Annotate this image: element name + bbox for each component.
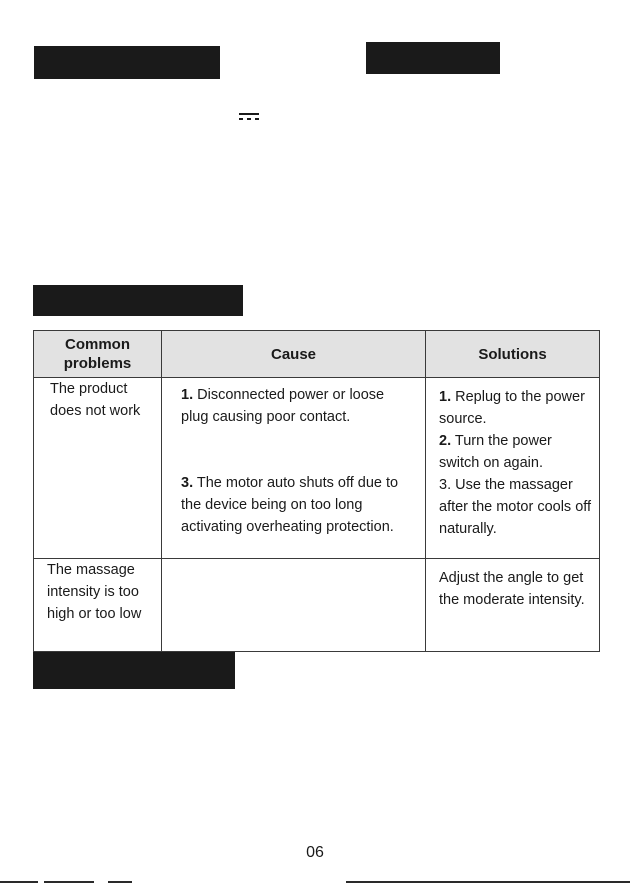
solution-item-3-number: 3. [439,477,452,493]
cause-item-3-text: The motor auto shuts off due to the device being on too long activating overheating protection. [181,475,399,535]
footer-rule [346,881,630,883]
solution-cell [426,378,600,559]
header-cause: Cause [162,331,426,378]
redacted-section-heading-troubleshooting [33,285,243,316]
solution-item-3 [439,474,593,540]
footer-rule [108,881,132,883]
header-common-problems: Common problems [34,331,162,378]
table-row [34,378,600,559]
table-row [34,559,600,652]
cause-item-3-number: 3. [181,475,194,491]
page-number: 06 [306,844,324,861]
footer-rule [44,881,94,883]
footer-rule [0,881,38,883]
redacted-section-heading-2 [366,42,500,74]
solution-cell: Adjust the angle to get the moderate intensity. [426,559,600,652]
header-solutions: Solutions [426,331,600,378]
problem-cell: The massage intensity is too high or too low [34,559,162,652]
redacted-section-heading-4 [33,652,235,689]
troubleshooting-table [33,330,600,652]
solution-item-1-text: Replug to the power source. [439,389,585,427]
solution-item-2 [439,430,593,474]
solution-item-2-text: Turn the power switch on again. [439,433,552,471]
cause-item-1-number: 1. [181,387,194,403]
solution-item-1-number: 1. [439,389,452,405]
dc-symbol-icon [239,113,259,121]
solution-item-1 [439,386,593,430]
solution-item-2-number: 2. [439,433,452,449]
redacted-section-heading-1 [34,46,220,79]
table-header-row [34,331,600,378]
problem-cell: The product does not work [34,378,162,559]
cause-item-1 [181,384,415,428]
cause-cell-empty [162,559,426,652]
cause-item-1-text: Disconnected power or loose plug causing poor contact. [181,387,385,425]
cause-cell [162,378,426,559]
solution-item-3-text: Use the massager after the motor cools off naturally. [439,477,592,537]
cause-item-3 [181,472,415,538]
